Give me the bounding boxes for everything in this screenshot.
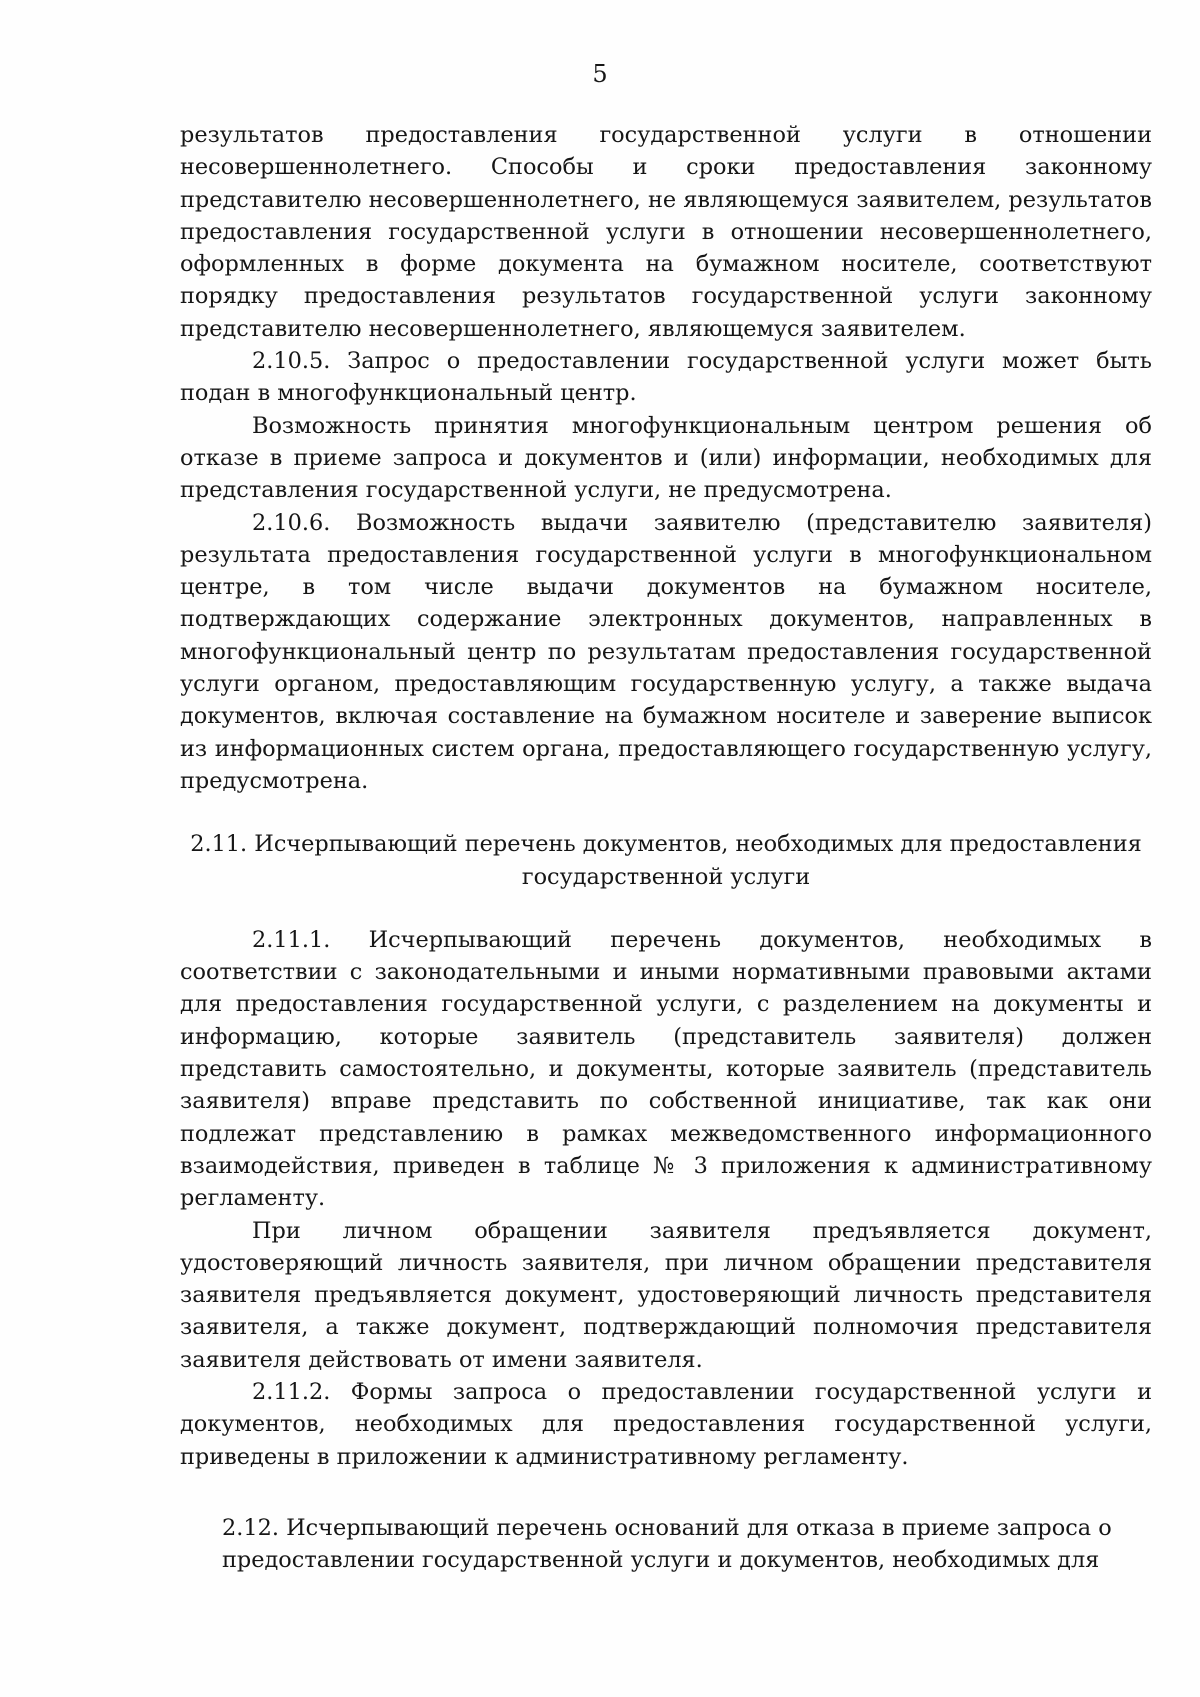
paragraph-2-11-1: 2.11.1. Исчерпывающий перечень документов, необходимых в соответствии с законодательными и иными нормативными правовыми актами для предоставления государственной услуги, с разделением на документы и информацию, которые заявитель (представитель заявителя) должен представить самостоятельно, и документы, которые заявитель (представитель заявителя) вправе представить по собственной инициативе, так как они подлежат представлению в рамках межведомственного информационного взаимодействия, приведен в таблице № 3 приложения к административному регламенту. — [180, 926, 1152, 1212]
paragraph-continuation: результатов предоставления государственной услуги в отношении несовершеннолетнего. Способы и сроки предоставления законному представителю несовершеннолетнего, не являющемуся заявителем, результатов предоставления государственной услуги в отношении несовершеннолетнего, оформленных в форме документа на бумажном носителе, соответствуют порядку предоставления результатов государственной услуги законному представителю несовершеннолетнего, являющемуся заявителем. — [180, 122, 1152, 342]
paragraph-2-11-2: 2.11.2. Формы запроса о предоставлении государственной услуги и документов, необходимых для предоставления государственной услуги, приведены в приложении к административному регламенту. — [180, 1378, 1152, 1470]
section-gap — [180, 893, 1152, 924]
page-number: 5 — [592, 60, 608, 88]
section-heading-line: государственной услуги — [521, 863, 811, 890]
section-heading-line: 2.11. Исчерпывающий перечень документов, необходимых для предоставления — [190, 831, 1142, 858]
paragraph-personal-appeal: При личном обращении заявителя предъявляется документ, удостоверяющий личность заявителя, при личном обращении представителя заявителя предъявляется документ, удостоверяющий личность представителя заявителя, а также документ, подтверждающий полномочия представителя заявителя действовать от имени заявителя. — [180, 1217, 1152, 1373]
document-body — [180, 119, 1152, 1473]
section-heading-line: 2.12. Исчерпывающий перечень оснований для отказа в приеме запроса о — [222, 1515, 1112, 1541]
paragraph-mfc-refusal: Возможность принятия многофункциональным центром решения об отказе в приеме запроса и документов и (или) информации, необходимых для представления государственной услуги, не предусмотрена. — [180, 412, 1152, 504]
section-gap — [180, 797, 1152, 828]
section-heading-2-12 — [222, 1512, 1122, 1577]
section-heading-2-11 — [180, 828, 1152, 893]
section-heading-line: предоставлении государственной услуги и документов, необходимых для — [222, 1547, 1100, 1574]
paragraph-2-10-6: 2.10.6. Возможность выдачи заявителю (представителю заявителя) результата предоставления государственной услуги в многофункциональном центре, в том числе выдачи документов на бумажном носителе, подтверждающих содержание электронных документов, направленных в многофункциональный центр по результатам предоставления государственной услуги органом, предоставляющим государственную услугу, а также выдача документов, включая составление на бумажном носителе и заверение выписок из информационных систем органа, предоставляющего государственную услугу, предусмотрена. — [180, 509, 1152, 794]
paragraph-2-10-5: 2.10.5. Запрос о предоставлении государственной услуги может быть подан в многофункциональный центр. — [180, 348, 1152, 407]
